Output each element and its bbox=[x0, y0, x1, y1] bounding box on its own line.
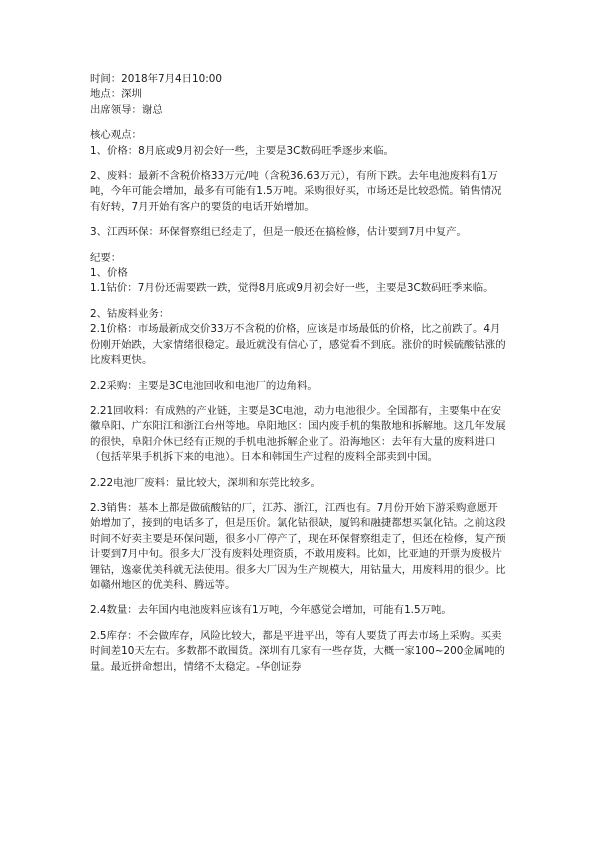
para-1-1: 1.1钴价：7月份还需要跌一跌，觉得8月底或9月初会好一些，主要是3C数码旺季来临。 bbox=[90, 282, 494, 295]
document-page bbox=[90, 72, 506, 675]
para-2-22: 2.22电池厂废料：量比较大，深圳和东莞比较多。 bbox=[90, 476, 321, 489]
core-view-scrap: 2、废料：最新不含税价格33万元/吨（含税36.63万元），有所下跌。去年电池废料有1万吨，今年可能会增加，最多有可能有1.5万吨。采购很好买，市场还是比较恐慌。销售情况有好转，7月开始有客户的要货的电话开始增加。 bbox=[90, 170, 502, 213]
core-view-price: 1、价格：8月底或9月初会好一些，主要是3C数码旺季逐步来临。 bbox=[90, 144, 394, 157]
meeting-time: 时间：2018年7月4日10:00 bbox=[90, 73, 222, 85]
para-2-21: 2.21回收料：有成熟的产业链，主要是3C电池，动力电池很少。全国都有，主要集中在安徽阜阳、广东阳江和浙江台州等地。阜阳地区：国内废手机的集散地和拆解地。这几年发展的很快，阜阳介休已经有正规的手机电池拆解企业了。沿海地区：去年有大量的废料进口（包括苹果手机拆下来的电池）。日本和韩国生产过程的废料全部卖到中国。 bbox=[90, 404, 506, 464]
para-2-3: 2.3销售：基本上都是做硫酸钴的厂，江苏、浙江，江西也有。7月份开始下游采购意愿开始增加了，接到的电话多了，但是压价。氯化钴很缺，厦钨和融捷都想买氯化钴。之前这段时间不好卖主要是环保问题，很多小厂停产了，现在环保督察组走了，但还在检修，复产预计要到7月中旬。很多大厂没有废料处理资质，不敢用废料。比如，比亚迪的开票为废极片锂钴，逸豪优美科就无法使用。很多大厂因为生产规模大，用钴量大，用废料用的很少。比如赣州地区的优美科、腾远等。 bbox=[90, 501, 506, 591]
minutes-heading: 纪要： bbox=[90, 251, 122, 264]
para-2-1: 2.1价格：市场最新成交价33万不含税的价格，应该是市场最低的价格，比之前跌了。4月份刚开始跌，大家情绪很稳定。最近就没有信心了，感觉看不到底。涨价的时候硫酸钴涨的比废料更快。 bbox=[90, 323, 506, 367]
section-scrap-title: 2、钴废料业务： bbox=[90, 307, 170, 320]
meeting-place: 地点：深圳 bbox=[90, 88, 142, 101]
para-2-5: 2.5库存：不会做库存，风险比较大，都是平进平出，等有人要货了再去市场上采购。买卖时间差10天左右。多数都不敢囤货。深圳有几家有一些存货，大概一家100~200金属吨的量。最近拼命想出，情绪不太稳定。-华创证券 bbox=[90, 629, 505, 673]
para-2-2: 2.2采购：主要是3C电池回收和电池厂的边角料。 bbox=[90, 379, 318, 392]
meeting-leader: 出席领导：谢总 bbox=[90, 103, 163, 116]
para-2-4: 2.4数量：去年国内电池废料应该有1万吨，今年感觉会增加，可能有1.5万吨。 bbox=[90, 604, 452, 617]
section-price-title: 1、价格 bbox=[90, 267, 128, 280]
core-view-jiangxi: 3、江西环保：环保督察组已经走了，但是一般还在搞检修，估计要到7月中复产。 bbox=[90, 226, 467, 239]
core-views-heading: 核心观点： bbox=[90, 129, 142, 142]
